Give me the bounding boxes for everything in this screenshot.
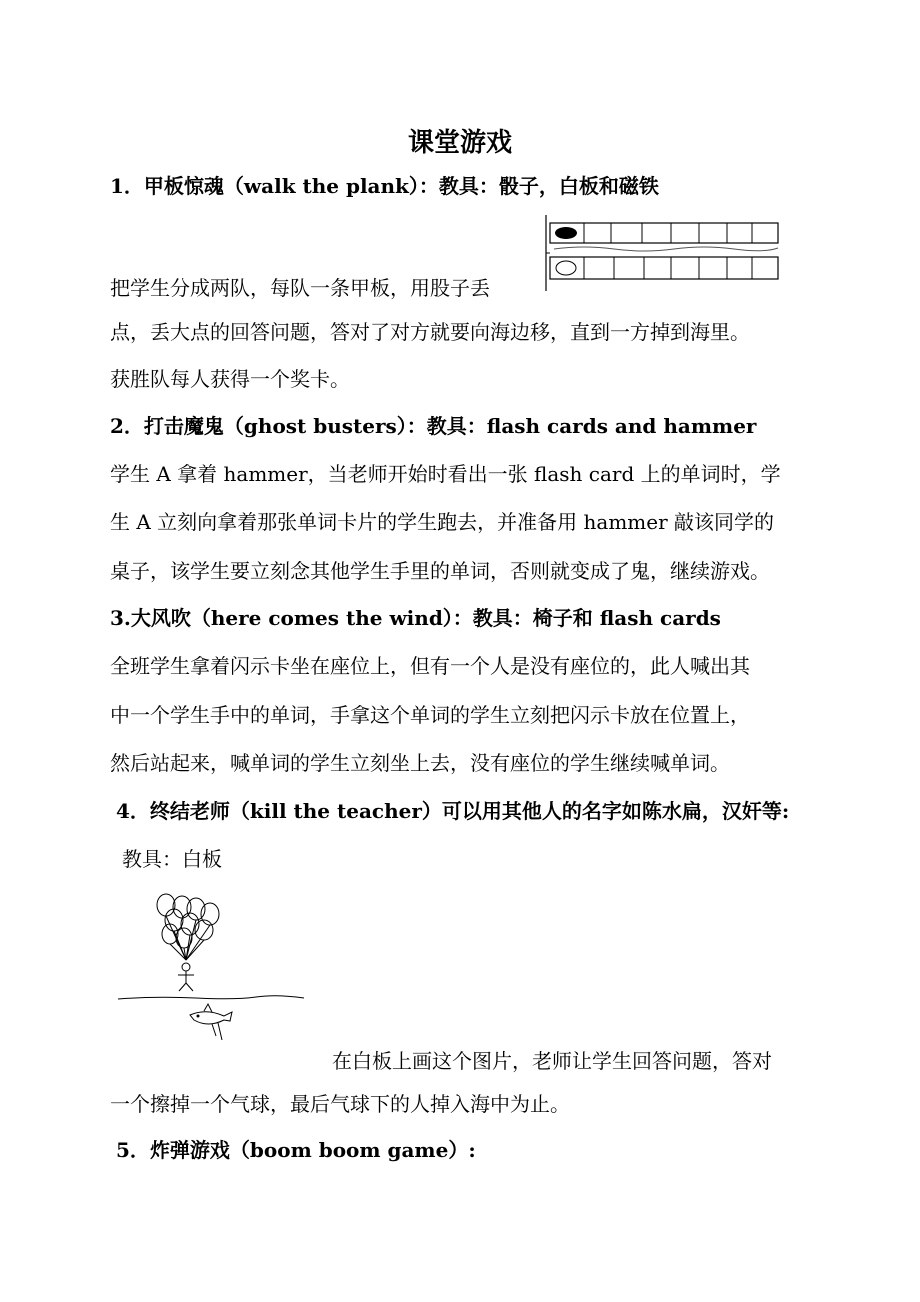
game3-line2: 中一个学生手中的单词，手拿这个单词的学生立刻把闪示卡放在位置上， [110, 703, 750, 727]
team-a-magnet [555, 227, 577, 239]
game3-heading: 3.大风吹（here comes the wind）：教具：椅子和 flash cards [110, 606, 721, 630]
page-title: 课堂游戏 [407, 128, 512, 158]
game1-heading: 1．甲板惊魂（walk the plank）：教具：骰子，白板和磁铁 [110, 174, 659, 198]
plank-diagram [544, 213, 784, 293]
game1-line1: 把学生分成两队，每队一条甲板，用股子丢 [110, 276, 490, 300]
game4-line2: 一个擦掉一个气球，最后气球下的人掉入海中为止。 [110, 1092, 570, 1116]
game1-line2: 点，丢大点的回答问题，答对了对方就要向海边移，直到一方掉到海里。 [110, 320, 750, 344]
game2-heading: 2．打击魔鬼（ghost busters）：教具：flash cards and hammer [110, 414, 757, 438]
game1-line3: 获胜队每人获得一个奖卡。 [110, 367, 350, 391]
team-b-magnet [556, 261, 576, 275]
game2-line2: 生 A 立刻向拿着那张单词卡片的学生跑去，并准备用 hammer 敲该同学的 [110, 510, 775, 534]
balloon-drawing [116, 890, 311, 1050]
game2-line3: 桌子，该学生要立刻念其他学生手里的单词，否则就变成了鬼，继续游戏。 [110, 559, 770, 583]
game2-line1: 学生 A 拿着 hammer，当老师开始时看出一张 flash card 上的单词时，学 [110, 462, 781, 486]
game4-line1: 在白板上画这个图片，老师让学生回答问题，答对 [332, 1049, 772, 1073]
game3-line1: 全班学生拿着闪示卡坐在座位上，但有一个人是没有座位的，此人喊出其 [110, 654, 750, 678]
game3-line3: 然后站起来，喊单词的学生立刻坐上去，没有座位的学生继续喊单词。 [110, 751, 730, 775]
game4-heading: 4．终结老师（kill the teacher）可以用其他人的名字如陈水扁，汉奸等: [116, 799, 790, 823]
game5-heading: 5．炸弹游戏（boom boom game）: [116, 1138, 476, 1162]
game4-tools: 教具：白板 [122, 847, 222, 871]
